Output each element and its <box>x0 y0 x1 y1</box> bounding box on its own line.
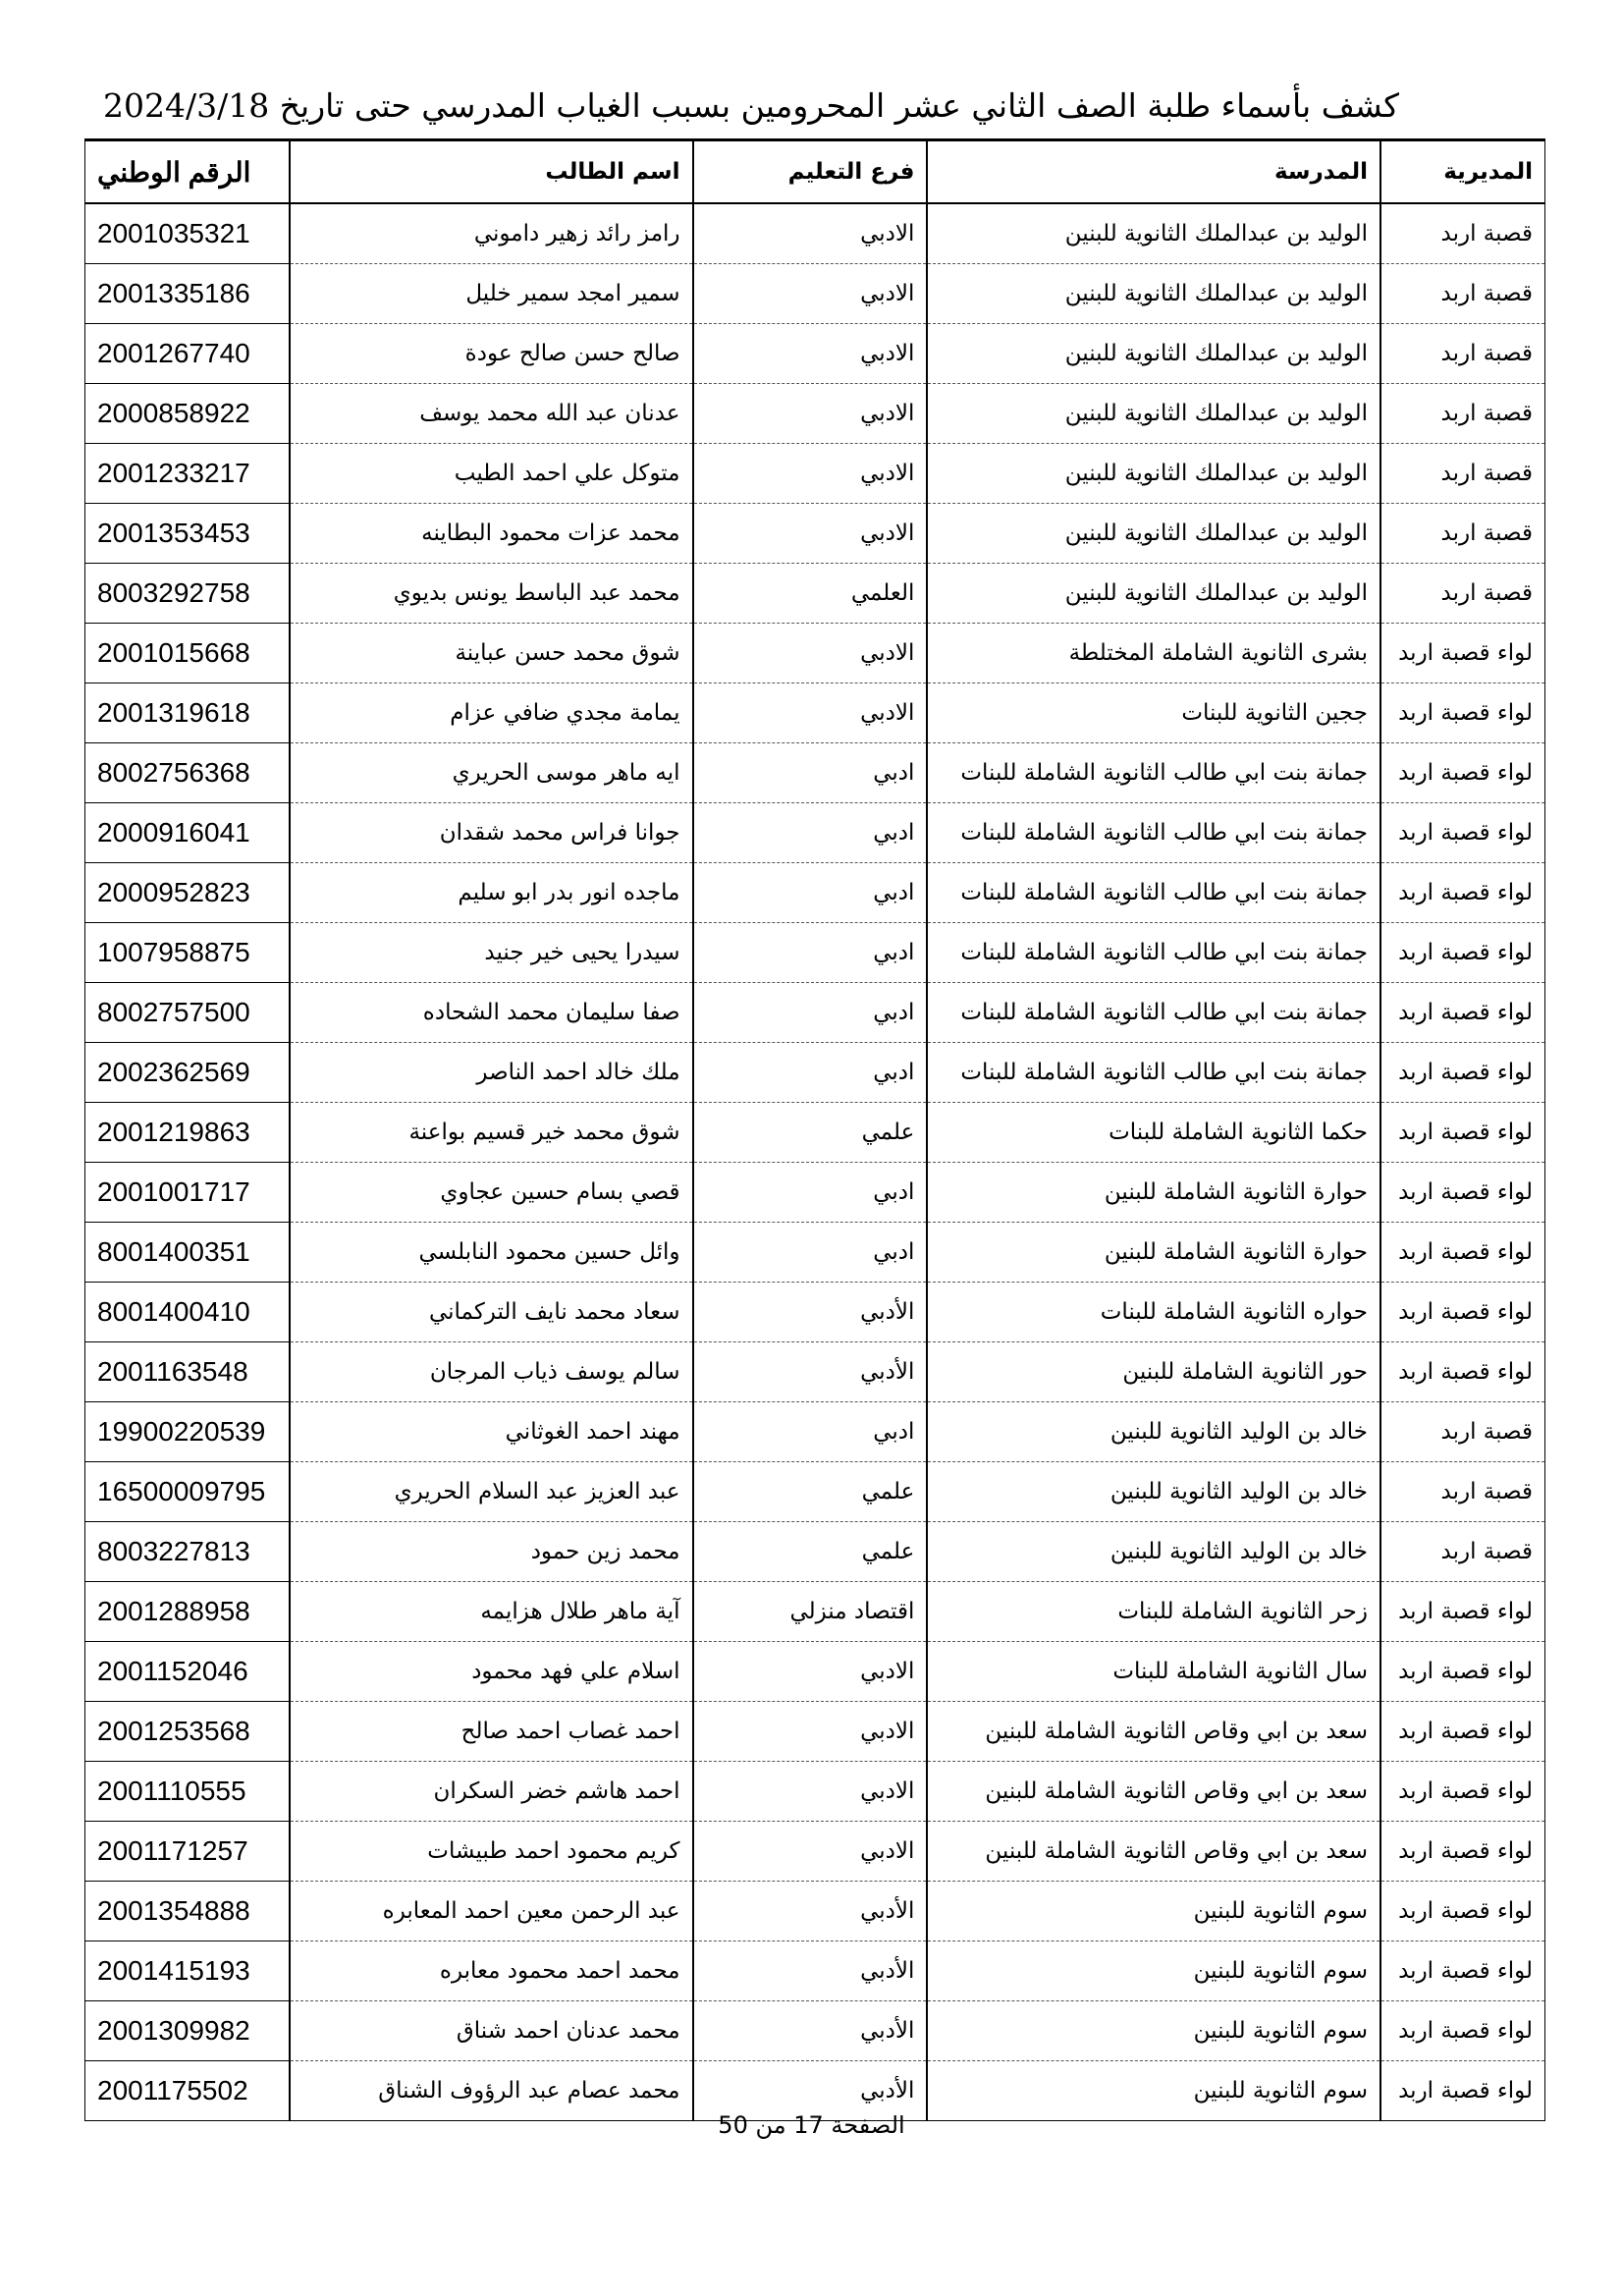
cell-national-id: 2001001717 <box>85 1163 290 1223</box>
table-row <box>85 1941 1545 2001</box>
cell-school: جمانة بنت ابي طالب الثانوية الشاملة للبنات <box>927 803 1380 863</box>
cell-directorate: لواء قصبة اربد <box>1380 1642 1545 1702</box>
cell-school: بشرى الثانوية الشاملة المختلطة <box>927 624 1380 683</box>
cell-branch: الادبي <box>693 203 928 264</box>
cell-national-id: 2001015668 <box>85 624 290 683</box>
cell-branch: ادبي <box>693 1402 928 1462</box>
table-row <box>85 803 1545 863</box>
cell-school: ججين الثانوية للبنات <box>927 683 1380 743</box>
cell-national-id: 2001152046 <box>85 1642 290 1702</box>
cell-branch: اقتصاد منزلي <box>693 1582 928 1642</box>
cell-school: الوليد بن عبدالملك الثانوية للبنين <box>927 384 1380 444</box>
cell-school: حور الثانوية الشاملة للبنين <box>927 1342 1380 1402</box>
table-row <box>85 1462 1545 1522</box>
cell-school: الوليد بن عبدالملك الثانوية للبنين <box>927 504 1380 564</box>
cell-national-id: 2001219863 <box>85 1103 290 1163</box>
cell-student-name: ملك خالد احمد الناصر <box>290 1043 693 1103</box>
cell-school: جمانة بنت ابي طالب الثانوية الشاملة للبنات <box>927 983 1380 1043</box>
cell-directorate: لواء قصبة اربد <box>1380 1582 1545 1642</box>
table-row <box>85 1342 1545 1402</box>
cell-national-id: 2001319618 <box>85 683 290 743</box>
cell-school: خالد بن الوليد الثانوية للبنين <box>927 1402 1380 1462</box>
cell-branch: الادبي <box>693 384 928 444</box>
cell-directorate: قصبة اربد <box>1380 444 1545 504</box>
cell-school: سعد بن ابي وقاص الثانوية الشاملة للبنين <box>927 1702 1380 1762</box>
cell-national-id: 2001288958 <box>85 1582 290 1642</box>
cell-directorate: لواء قصبة اربد <box>1380 2061 1545 2121</box>
cell-school: سوم الثانوية للبنين <box>927 2001 1380 2061</box>
header-directorate: المديرية <box>1380 140 1545 204</box>
cell-school: جمانة بنت ابي طالب الثانوية الشاملة للبنات <box>927 923 1380 983</box>
cell-national-id: 8003292758 <box>85 564 290 624</box>
cell-student-name: عبد الرحمن معين احمد المعابره <box>290 1882 693 1941</box>
cell-branch: ادبي <box>693 983 928 1043</box>
cell-student-name: شوق محمد خير قسيم بواعنة <box>290 1103 693 1163</box>
table-row <box>85 1822 1545 1882</box>
cell-national-id: 2001267740 <box>85 324 290 384</box>
cell-directorate: لواء قصبة اربد <box>1380 1762 1545 1822</box>
page-number: الصفحة 17 من 50 <box>718 2111 905 2139</box>
cell-national-id: 2001253568 <box>85 1702 290 1762</box>
table-row <box>85 384 1545 444</box>
cell-school: حكما الثانوية الشاملة للبنات <box>927 1103 1380 1163</box>
table-row <box>85 1582 1545 1642</box>
cell-directorate: لواء قصبة اربد <box>1380 803 1545 863</box>
cell-branch: العلمي <box>693 564 928 624</box>
cell-directorate: قصبة اربد <box>1380 203 1545 264</box>
cell-national-id: 2001335186 <box>85 264 290 324</box>
cell-national-id: 1007958875 <box>85 923 290 983</box>
cell-directorate: لواء قصبة اربد <box>1380 1283 1545 1342</box>
cell-student-name: صفا سليمان محمد الشحاده <box>290 983 693 1043</box>
cell-national-id: 2001175502 <box>85 2061 290 2121</box>
table-row <box>85 1762 1545 1822</box>
cell-branch: الأدبي <box>693 1342 928 1402</box>
header-national-id: الرقم الوطني <box>85 140 290 204</box>
cell-branch: ادبي <box>693 803 928 863</box>
table-row <box>85 1043 1545 1103</box>
table-row <box>85 444 1545 504</box>
cell-national-id: 2001233217 <box>85 444 290 504</box>
cell-school: سعد بن ابي وقاص الثانوية الشاملة للبنين <box>927 1762 1380 1822</box>
cell-branch: الادبي <box>693 624 928 683</box>
cell-branch: الادبي <box>693 264 928 324</box>
cell-directorate: قصبة اربد <box>1380 1522 1545 1582</box>
cell-branch: الادبي <box>693 504 928 564</box>
cell-directorate: لواء قصبة اربد <box>1380 1103 1545 1163</box>
cell-student-name: ايه ماهر موسى الحريري <box>290 743 693 803</box>
cell-school: حوارة الثانوية الشاملة للبنين <box>927 1223 1380 1283</box>
cell-branch: الأدبي <box>693 1941 928 2001</box>
cell-directorate: قصبة اربد <box>1380 324 1545 384</box>
cell-school: حوارة الثانوية الشاملة للبنين <box>927 1163 1380 1223</box>
table-row <box>85 1522 1545 1582</box>
cell-student-name: ماجده انور بدر ابو سليم <box>290 863 693 923</box>
cell-directorate: قصبة اربد <box>1380 384 1545 444</box>
cell-student-name: آية ماهر طلال هزايمه <box>290 1582 693 1642</box>
cell-national-id: 8002757500 <box>85 983 290 1043</box>
cell-directorate: لواء قصبة اربد <box>1380 1163 1545 1223</box>
cell-student-name: رامز رائد زهير داموني <box>290 203 693 264</box>
cell-directorate: قصبة اربد <box>1380 264 1545 324</box>
table-header-row <box>85 140 1545 204</box>
cell-branch: ادبي <box>693 1223 928 1283</box>
cell-directorate: لواء قصبة اربد <box>1380 1223 1545 1283</box>
cell-school: زحر الثانوية الشاملة للبنات <box>927 1582 1380 1642</box>
cell-school: خالد بن الوليد الثانوية للبنين <box>927 1522 1380 1582</box>
cell-national-id: 2001035321 <box>85 203 290 264</box>
table-row <box>85 1882 1545 1941</box>
cell-school: سوم الثانوية للبنين <box>927 1941 1380 2001</box>
cell-branch: الادبي <box>693 1822 928 1882</box>
cell-national-id: 2000916041 <box>85 803 290 863</box>
table-row <box>85 264 1545 324</box>
cell-school: سعد بن ابي وقاص الثانوية الشاملة للبنين <box>927 1822 1380 1882</box>
cell-branch: ادبي <box>693 1163 928 1223</box>
cell-directorate: لواء قصبة اربد <box>1380 2001 1545 2061</box>
table-row <box>85 203 1545 264</box>
cell-student-name: محمد زين حمود <box>290 1522 693 1582</box>
cell-directorate: لواء قصبة اربد <box>1380 624 1545 683</box>
table-row <box>85 1283 1545 1342</box>
cell-student-name: سعاد محمد نايف التركماني <box>290 1283 693 1342</box>
cell-branch: الادبي <box>693 1702 928 1762</box>
cell-directorate: لواء قصبة اربد <box>1380 1342 1545 1402</box>
cell-school: خالد بن الوليد الثانوية للبنين <box>927 1462 1380 1522</box>
document-title: كشف بأسماء طلبة الصف الثاني عشر المحرومين بسبب الغياب المدرسي حتى تاريخ 2024/3/18 <box>103 86 1399 125</box>
cell-student-name: شوق محمد حسن عباينة <box>290 624 693 683</box>
cell-national-id: 16500009795 <box>85 1462 290 1522</box>
table-row <box>85 324 1545 384</box>
cell-directorate: لواء قصبة اربد <box>1380 683 1545 743</box>
cell-school: الوليد بن عبدالملك الثانوية للبنين <box>927 564 1380 624</box>
cell-national-id: 19900220539 <box>85 1402 290 1462</box>
cell-student-name: عبد العزيز عبد السلام الحريري <box>290 1462 693 1522</box>
cell-national-id: 8002756368 <box>85 743 290 803</box>
cell-branch: ادبي <box>693 863 928 923</box>
cell-student-name: قصي بسام حسين عجاوي <box>290 1163 693 1223</box>
header-student-name: اسم الطالب <box>290 140 693 204</box>
cell-student-name: محمد عصام عبد الرؤوف الشناق <box>290 2061 693 2121</box>
cell-directorate: لواء قصبة اربد <box>1380 743 1545 803</box>
cell-student-name: وائل حسين محمود النابلسي <box>290 1223 693 1283</box>
table-row <box>85 564 1545 624</box>
cell-branch: الادبي <box>693 444 928 504</box>
cell-directorate: قصبة اربد <box>1380 1402 1545 1462</box>
cell-student-name: صالح حسن صالح عودة <box>290 324 693 384</box>
cell-national-id: 2001354888 <box>85 1882 290 1941</box>
table-row <box>85 983 1545 1043</box>
table-row <box>85 504 1545 564</box>
cell-student-name: اسلام علي فهد محمود <box>290 1642 693 1702</box>
cell-directorate: لواء قصبة اربد <box>1380 1882 1545 1941</box>
cell-branch: الادبي <box>693 1642 928 1702</box>
cell-directorate: لواء قصبة اربد <box>1380 1941 1545 2001</box>
cell-national-id: 2000858922 <box>85 384 290 444</box>
table-row <box>85 923 1545 983</box>
cell-school: حواره الثانوية الشاملة للبنات <box>927 1283 1380 1342</box>
cell-directorate: قصبة اربد <box>1380 504 1545 564</box>
cell-student-name: احمد هاشم خضر السكران <box>290 1762 693 1822</box>
header-branch: فرع التعليم <box>693 140 928 204</box>
cell-national-id: 8003227813 <box>85 1522 290 1582</box>
cell-student-name: مهند احمد الغوثاني <box>290 1402 693 1462</box>
cell-branch: ادبي <box>693 923 928 983</box>
cell-school: سوم الثانوية للبنين <box>927 1882 1380 1941</box>
cell-student-name: محمد عزات محمود البطاينه <box>290 504 693 564</box>
cell-student-name: جوانا فراس محمد شقدان <box>290 803 693 863</box>
cell-national-id: 2001171257 <box>85 1822 290 1882</box>
cell-branch: الادبي <box>693 683 928 743</box>
cell-student-name: متوكل علي احمد الطيب <box>290 444 693 504</box>
cell-student-name: يمامة مجدي ضافي عزام <box>290 683 693 743</box>
cell-national-id: 2001163548 <box>85 1342 290 1402</box>
table-row <box>85 1642 1545 1702</box>
cell-student-name: سيدرا يحيى خير جنيد <box>290 923 693 983</box>
cell-student-name: محمد عبد الباسط يونس بديوي <box>290 564 693 624</box>
cell-student-name: احمد غصاب احمد صالح <box>290 1702 693 1762</box>
table-row <box>85 1223 1545 1283</box>
table-row <box>85 1702 1545 1762</box>
cell-branch: علمي <box>693 1462 928 1522</box>
cell-national-id: 2001353453 <box>85 504 290 564</box>
cell-school: الوليد بن عبدالملك الثانوية للبنين <box>927 264 1380 324</box>
cell-school: جمانة بنت ابي طالب الثانوية الشاملة للبنات <box>927 743 1380 803</box>
cell-branch: علمي <box>693 1103 928 1163</box>
cell-branch: ادبي <box>693 743 928 803</box>
table-row <box>85 743 1545 803</box>
cell-national-id: 2001110555 <box>85 1762 290 1822</box>
cell-directorate: قصبة اربد <box>1380 1462 1545 1522</box>
cell-school: سوم الثانوية للبنين <box>927 2061 1380 2121</box>
students-table <box>84 138 1545 2121</box>
cell-directorate: لواء قصبة اربد <box>1380 923 1545 983</box>
cell-student-name: كريم محمود احمد طبيشات <box>290 1822 693 1882</box>
cell-national-id: 8001400351 <box>85 1223 290 1283</box>
cell-directorate: قصبة اربد <box>1380 564 1545 624</box>
cell-branch: الأدبي <box>693 2061 928 2121</box>
cell-student-name: محمد احمد محمود معابره <box>290 1941 693 2001</box>
cell-national-id: 2001309982 <box>85 2001 290 2061</box>
cell-school: الوليد بن عبدالملك الثانوية للبنين <box>927 324 1380 384</box>
cell-student-name: سمير امجد سمير خليل <box>290 264 693 324</box>
cell-national-id: 2002362569 <box>85 1043 290 1103</box>
table-row <box>85 683 1545 743</box>
cell-directorate: لواء قصبة اربد <box>1380 1702 1545 1762</box>
cell-branch: ادبي <box>693 1043 928 1103</box>
cell-national-id: 8001400410 <box>85 1283 290 1342</box>
cell-branch: الادبي <box>693 1762 928 1822</box>
cell-school: الوليد بن عبدالملك الثانوية للبنين <box>927 203 1380 264</box>
cell-school: جمانة بنت ابي طالب الثانوية الشاملة للبنات <box>927 1043 1380 1103</box>
table-row <box>85 1103 1545 1163</box>
table-row <box>85 863 1545 923</box>
cell-branch: الأدبي <box>693 2001 928 2061</box>
table-row <box>85 1402 1545 1462</box>
table-row <box>85 2001 1545 2061</box>
cell-school: جمانة بنت ابي طالب الثانوية الشاملة للبنات <box>927 863 1380 923</box>
cell-branch: علمي <box>693 1522 928 1582</box>
cell-school: الوليد بن عبدالملك الثانوية للبنين <box>927 444 1380 504</box>
cell-directorate: لواء قصبة اربد <box>1380 1822 1545 1882</box>
cell-student-name: عدنان عبد الله محمد يوسف <box>290 384 693 444</box>
cell-national-id: 2001415193 <box>85 1941 290 2001</box>
cell-branch: الأدبي <box>693 1882 928 1941</box>
table-row <box>85 624 1545 683</box>
cell-student-name: محمد عدنان احمد شناق <box>290 2001 693 2061</box>
cell-directorate: لواء قصبة اربد <box>1380 983 1545 1043</box>
cell-branch: الأدبي <box>693 1283 928 1342</box>
header-school: المدرسة <box>927 140 1380 204</box>
cell-student-name: سالم يوسف ذياب المرجان <box>290 1342 693 1402</box>
cell-national-id: 2000952823 <box>85 863 290 923</box>
cell-directorate: لواء قصبة اربد <box>1380 863 1545 923</box>
cell-directorate: لواء قصبة اربد <box>1380 1043 1545 1103</box>
table-row <box>85 1163 1545 1223</box>
cell-branch: الادبي <box>693 324 928 384</box>
cell-school: سال الثانوية الشاملة للبنات <box>927 1642 1380 1702</box>
